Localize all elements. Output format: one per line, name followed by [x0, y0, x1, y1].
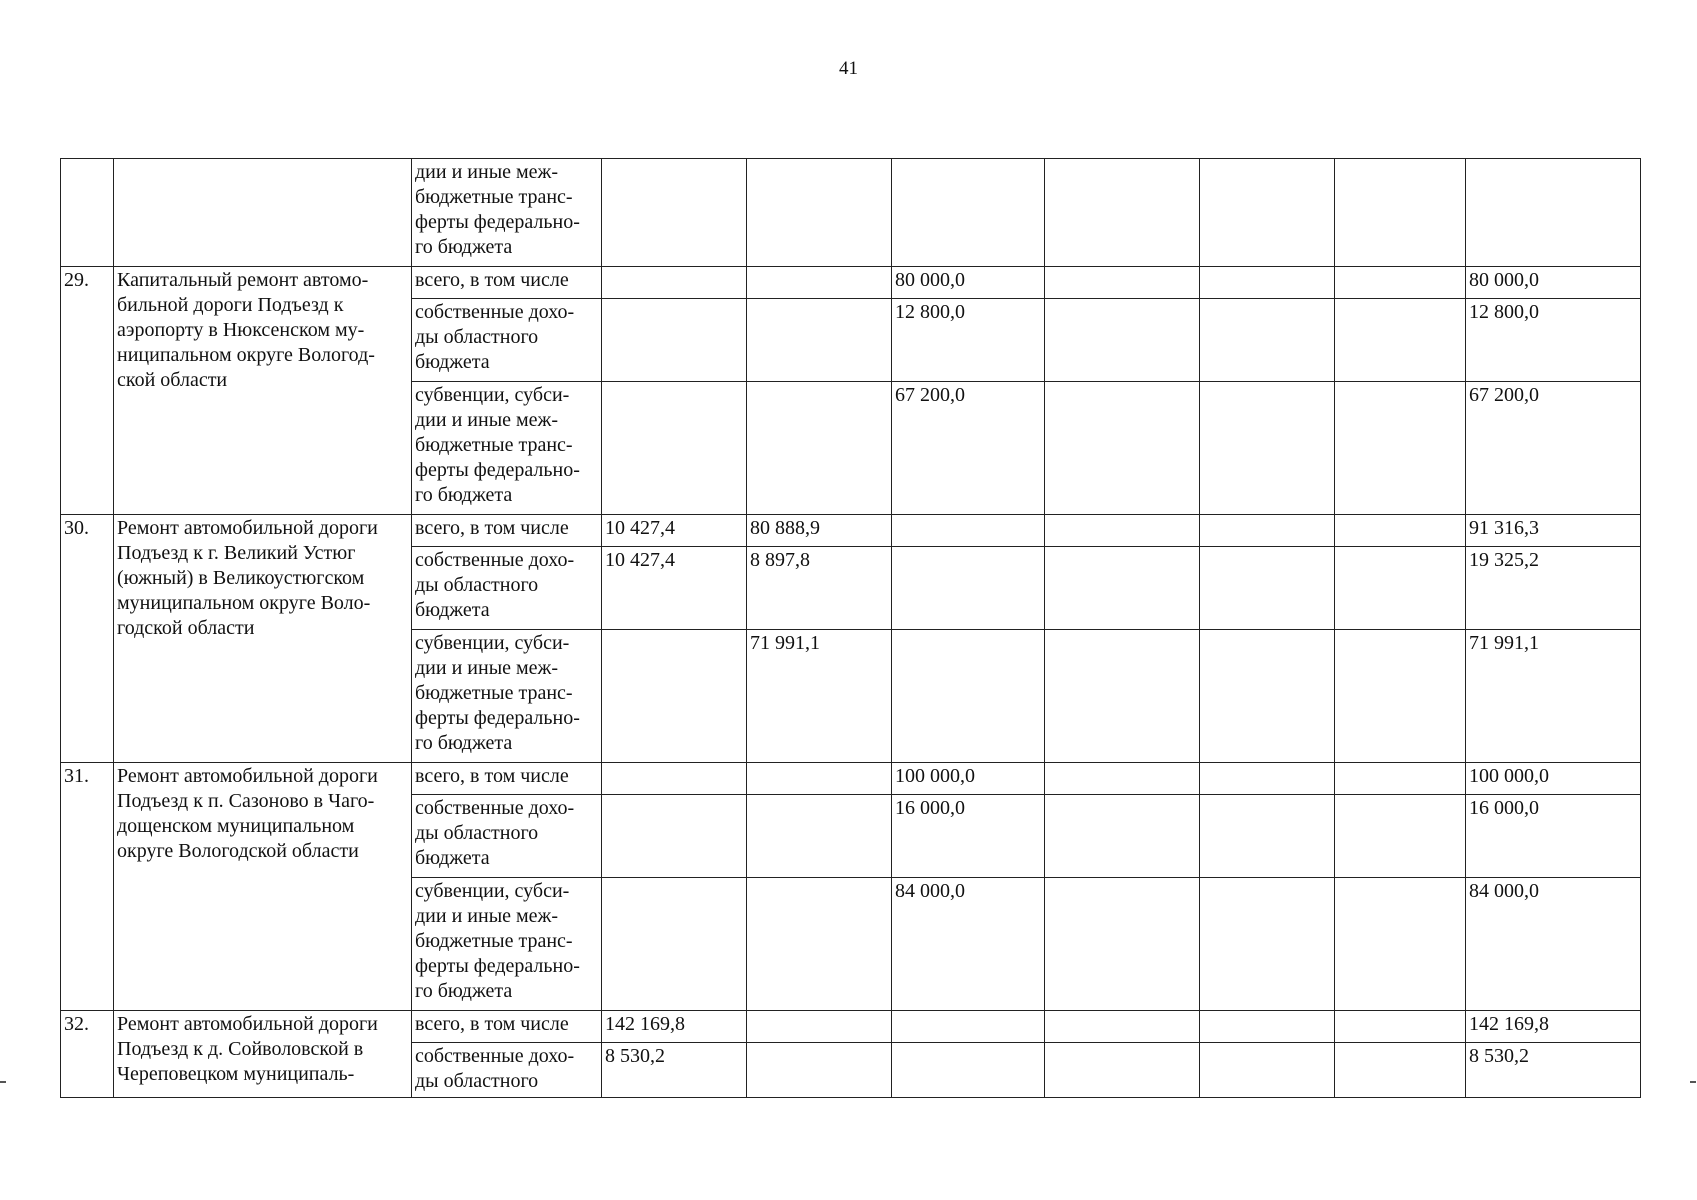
amount-cell — [892, 547, 1045, 630]
amount-cell — [1466, 159, 1641, 267]
amount-cell: 71 991,1 — [747, 630, 892, 763]
funding-source-cell: собственные дохо- ды областного бюджета — [412, 547, 602, 630]
total-amount-cell: 84 000,0 — [1466, 878, 1641, 1011]
amount-cell: 8 530,2 — [602, 1043, 747, 1098]
amount-cell — [1335, 630, 1466, 763]
amount-cell — [747, 1011, 892, 1043]
amount-cell — [602, 795, 747, 878]
amount-cell — [1200, 515, 1335, 547]
amount-cell — [892, 1011, 1045, 1043]
item-name-cell: Капитальный ремонт автомо- бильной дороги Подъезд к аэропорту в Нюксенском му- ниципальном округе Вологод- ской области — [114, 267, 412, 515]
number-cell — [61, 159, 114, 267]
name-cell — [114, 159, 412, 267]
total-amount-cell: 91 316,3 — [1466, 515, 1641, 547]
amount-cell — [892, 630, 1045, 763]
amount-cell: 67 200,0 — [892, 382, 1045, 515]
amount-cell — [892, 515, 1045, 547]
amount-cell: 80 000,0 — [892, 267, 1045, 299]
amount-cell — [1335, 299, 1466, 382]
total-amount-cell: 8 530,2 — [1466, 1043, 1641, 1098]
item-number-cell: 29. — [61, 267, 114, 515]
amount-cell — [1200, 878, 1335, 1011]
amount-cell — [1200, 547, 1335, 630]
amount-cell — [747, 1043, 892, 1098]
amount-cell — [1335, 382, 1466, 515]
funding-source-cell: дии и иные меж- бюджетные транс- ферты федерально- го бюджета — [412, 159, 602, 267]
amount-cell — [1200, 1043, 1335, 1098]
amount-cell: 142 169,8 — [602, 1011, 747, 1043]
item-name-cell: Ремонт автомобильной дороги Подъезд к д. Сойволовской в Череповецком муниципаль- — [114, 1011, 412, 1098]
scan-mark-right — [1690, 1081, 1696, 1083]
amount-cell — [1335, 878, 1466, 1011]
amount-cell — [892, 1043, 1045, 1098]
amount-cell — [1045, 547, 1200, 630]
table-row — [61, 763, 1641, 795]
amount-cell — [747, 763, 892, 795]
amount-cell — [747, 159, 892, 267]
item-name-cell: Ремонт автомобильной дороги Подъезд к п. Сазоново в Чаго- дощенском муниципальном округе Вологодской области — [114, 763, 412, 1011]
amount-cell — [1045, 1011, 1200, 1043]
amount-cell — [1335, 1011, 1466, 1043]
amount-cell — [1045, 1043, 1200, 1098]
amount-cell — [1200, 159, 1335, 267]
table-row — [61, 515, 1641, 547]
funding-source-cell: субвенции, субси- дии и иные меж- бюджетные транс- ферты федерально- го бюджета — [412, 630, 602, 763]
amount-cell: 100 000,0 — [892, 763, 1045, 795]
total-amount-cell: 100 000,0 — [1466, 763, 1641, 795]
amount-cell — [892, 159, 1045, 267]
amount-cell — [1335, 795, 1466, 878]
amount-cell — [602, 630, 747, 763]
funding-source-cell: субвенции, субси- дии и иные меж- бюджетные транс- ферты федерально- го бюджета — [412, 878, 602, 1011]
item-number-cell: 32. — [61, 1011, 114, 1098]
amount-cell — [602, 299, 747, 382]
total-amount-cell: 71 991,1 — [1466, 630, 1641, 763]
funding-source-cell: всего, в том числе — [412, 515, 602, 547]
amount-cell — [1045, 763, 1200, 795]
page-number: 41 — [839, 58, 858, 79]
funding-source-cell: всего, в том числе — [412, 267, 602, 299]
amount-cell — [602, 159, 747, 267]
total-amount-cell: 142 169,8 — [1466, 1011, 1641, 1043]
funding-source-cell: всего, в том числе — [412, 763, 602, 795]
total-amount-cell: 67 200,0 — [1466, 382, 1641, 515]
amount-cell: 80 888,9 — [747, 515, 892, 547]
item-number-cell: 31. — [61, 763, 114, 1011]
amount-cell — [1200, 267, 1335, 299]
amount-cell: 16 000,0 — [892, 795, 1045, 878]
amount-cell — [1335, 547, 1466, 630]
amount-cell — [747, 382, 892, 515]
amount-cell — [602, 382, 747, 515]
amount-cell — [602, 267, 747, 299]
funding-source-cell: субвенции, субси- дии и иные меж- бюджетные транс- ферты федерально- го бюджета — [412, 382, 602, 515]
funding-source-cell: собственные дохо- ды областного бюджета — [412, 299, 602, 382]
amount-cell — [747, 795, 892, 878]
amount-cell — [1335, 515, 1466, 547]
amount-cell — [1335, 267, 1466, 299]
amount-cell: 84 000,0 — [892, 878, 1045, 1011]
funding-source-cell: всего, в том числе — [412, 1011, 602, 1043]
table-row — [61, 1011, 1641, 1043]
amount-cell — [1200, 299, 1335, 382]
amount-cell — [747, 267, 892, 299]
amount-cell — [1335, 763, 1466, 795]
amount-cell — [1335, 1043, 1466, 1098]
amount-cell — [1045, 159, 1200, 267]
amount-cell: 12 800,0 — [892, 299, 1045, 382]
amount-cell — [747, 299, 892, 382]
amount-cell — [1045, 795, 1200, 878]
table-row — [61, 159, 1641, 267]
amount-cell — [1045, 267, 1200, 299]
amount-cell — [1045, 299, 1200, 382]
funding-source-cell: собственные дохо- ды областного — [412, 1043, 602, 1098]
amount-cell — [1045, 630, 1200, 763]
amount-cell — [747, 878, 892, 1011]
amount-cell — [602, 878, 747, 1011]
amount-cell — [1045, 878, 1200, 1011]
amount-cell — [1200, 763, 1335, 795]
item-number-cell: 30. — [61, 515, 114, 763]
total-amount-cell: 16 000,0 — [1466, 795, 1641, 878]
total-amount-cell: 80 000,0 — [1466, 267, 1641, 299]
amount-cell — [1200, 795, 1335, 878]
amount-cell — [1200, 630, 1335, 763]
amount-cell: 10 427,4 — [602, 547, 747, 630]
amount-cell — [1200, 1011, 1335, 1043]
budget-table — [60, 158, 1641, 1098]
total-amount-cell: 12 800,0 — [1466, 299, 1641, 382]
table-row — [61, 267, 1641, 299]
amount-cell — [1045, 515, 1200, 547]
scan-mark-left — [0, 1081, 6, 1083]
amount-cell — [1045, 382, 1200, 515]
amount-cell: 10 427,4 — [602, 515, 747, 547]
total-amount-cell: 19 325,2 — [1466, 547, 1641, 630]
amount-cell — [1335, 159, 1466, 267]
amount-cell — [1200, 382, 1335, 515]
amount-cell: 8 897,8 — [747, 547, 892, 630]
item-name-cell: Ремонт автомобильной дороги Подъезд к г. Великий Устюг (южный) в Великоустюгском муниципальном округе Воло- годской области — [114, 515, 412, 763]
amount-cell — [602, 763, 747, 795]
funding-source-cell: собственные дохо- ды областного бюджета — [412, 795, 602, 878]
